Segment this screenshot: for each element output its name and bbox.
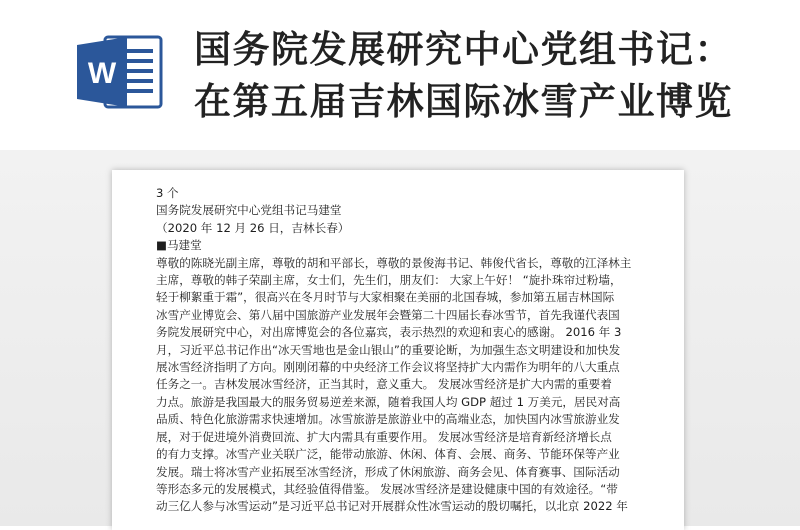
text-line: 务院发展研究中心，对出席博览会的各位嘉宾，表示热烈的欢迎和衷心的感谢。 2016 年 3 — [156, 325, 622, 340]
text-line: 国务院发展研究中心党组书记马建堂 — [156, 203, 342, 218]
text-line: 3 个 — [156, 186, 179, 200]
text-line: 轻于柳絮重于霜”，很高兴在冬月时节与大家相聚在美丽的北国春城，参加第五届吉林国际 — [156, 290, 615, 305]
text-line: 任务之一。吉林发展冰雪经济，正当其时，意义重大。 发展冰雪经济是扩大内需的重要着 — [156, 377, 612, 392]
document-title-line-2: 在第五届吉林国际冰雪产业博览 — [194, 80, 733, 123]
text-line: 动三亿人参与冰雪运动”是习近平总书记对开展群众性冰雪运动的殷切嘱托，以北京 2022 年 — [156, 499, 628, 514]
text-line: ■马建堂 — [156, 238, 202, 253]
header — [0, 0, 800, 150]
text-line: 发展。瑞士将冰雪产业拓展至冰雪经济，形成了休闲旅游、商务会见、体育赛事、国际活动 — [156, 464, 620, 479]
text-line: （2020 年 12 月 26 日，吉林长春） — [156, 220, 350, 235]
text-line: 的有力支撑。冰雪产业关联广泛，能带动旅游、休闲、体育、会展、商务、节能环保等产业 — [156, 447, 620, 462]
text-line: 主席，尊敬的韩子荣副主席，女士们，先生们，朋友们： 大家上午好！ “旋扑珠帘过粉墙， — [156, 273, 622, 288]
text-line: 等形态多元的发展模式，其经验值得借鉴。 发展冰雪经济是建设健康中国的有效途径。“带 — [156, 481, 618, 496]
svg-text:W: W — [87, 57, 117, 90]
document-page — [112, 170, 684, 530]
text-line: 力点。旅游是我国最大的服务贸易逆差来源，随着我国人均 GDP 超过 1 万美元，居民对高 — [156, 394, 621, 409]
text-line: 月，习近平总书记作出“冰天雪地也是金山银山”的重要论断，为加强生态文明建设和加快发 — [156, 342, 621, 357]
text-line: 品质、特色化旅游需求快速增加。冰雪旅游是旅游业中的高端业态，加快国内冰雪旅游业发 — [156, 412, 620, 427]
text-line: 展，对于促进境外消费回流、扩大内需具有重要作用。 发展冰雪经济是培育新经济增长点 — [156, 429, 612, 444]
document-title-line-1: 国务院发展研究中心党组书记： — [194, 28, 733, 71]
text-line: 展冰雪经济指明了方向。刚刚闭幕的中央经济工作会议将坚持扩大内需作为明年的八大重点 — [156, 360, 620, 375]
word-document-icon — [75, 33, 165, 111]
document-body — [156, 185, 651, 516]
text-line: 冰雪产业博览会、第八届中国旅游产业发展年会暨第二十四届长春冰雪节，首先我谨代表国 — [156, 307, 620, 322]
text-line: 尊敬的陈晓光副主席，尊敬的胡和平部长，尊敬的景俊海书记、韩俊代省长，尊敬的江泽林主 — [156, 255, 632, 270]
